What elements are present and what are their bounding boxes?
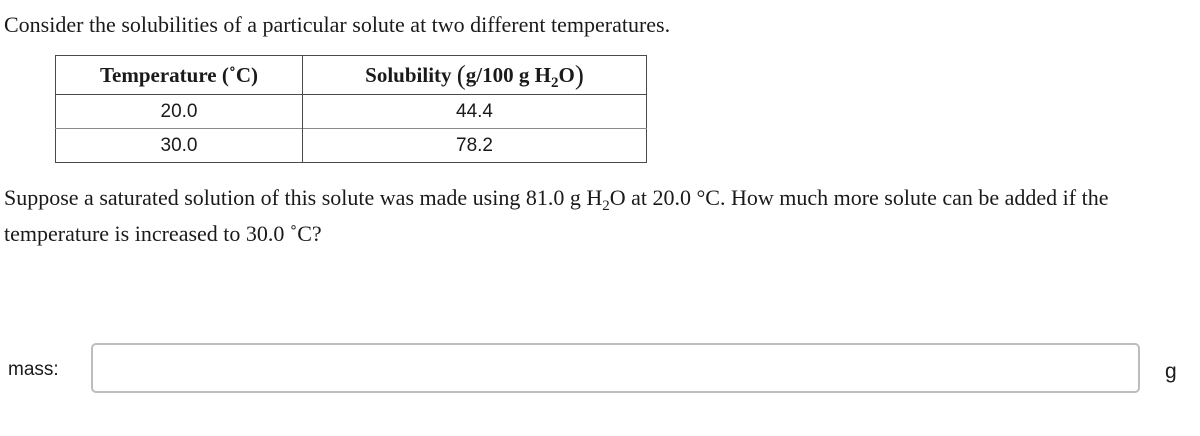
solubility-unit-part-b: O [558,62,575,87]
table-header-row [56,56,647,95]
solubility-cell: 44.4 [303,95,647,129]
mass-answer-input[interactable] [91,343,1140,393]
question-text [4,180,1184,252]
temperature-column-header: Temperature (˚C) [56,56,303,95]
question-part-1: Suppose a saturated solution of this solute was made using 81.0 g H [4,185,603,210]
solubility-table [55,55,647,163]
mass-label: mass: [8,359,59,380]
question-part-2: O at 20.0 °C. How much more solute can be added if the temperature is increased to 30.0 ˚C? [4,185,1109,246]
solubility-unit-part-a: g/100 g H [465,62,551,87]
intro-text: Consider the solubilities of a particular solute at two different temperatures. [4,12,671,37]
temperature-cell: 30.0 [56,129,303,163]
mass-unit-label: g [1165,360,1177,383]
solubility-column-header [303,56,647,95]
solubility-paren-open: ( [456,59,466,90]
table-row [56,95,647,129]
temperature-cell: 20.0 [56,95,303,129]
solubility-cell: 78.2 [303,129,647,163]
solubility-header-prefix: Solubility [365,62,457,87]
solubility-unit-subscript: 2 [550,74,559,91]
table-row [56,129,647,163]
question-subscript: 2 [602,198,610,214]
solubility-paren-close: ) [574,59,584,90]
